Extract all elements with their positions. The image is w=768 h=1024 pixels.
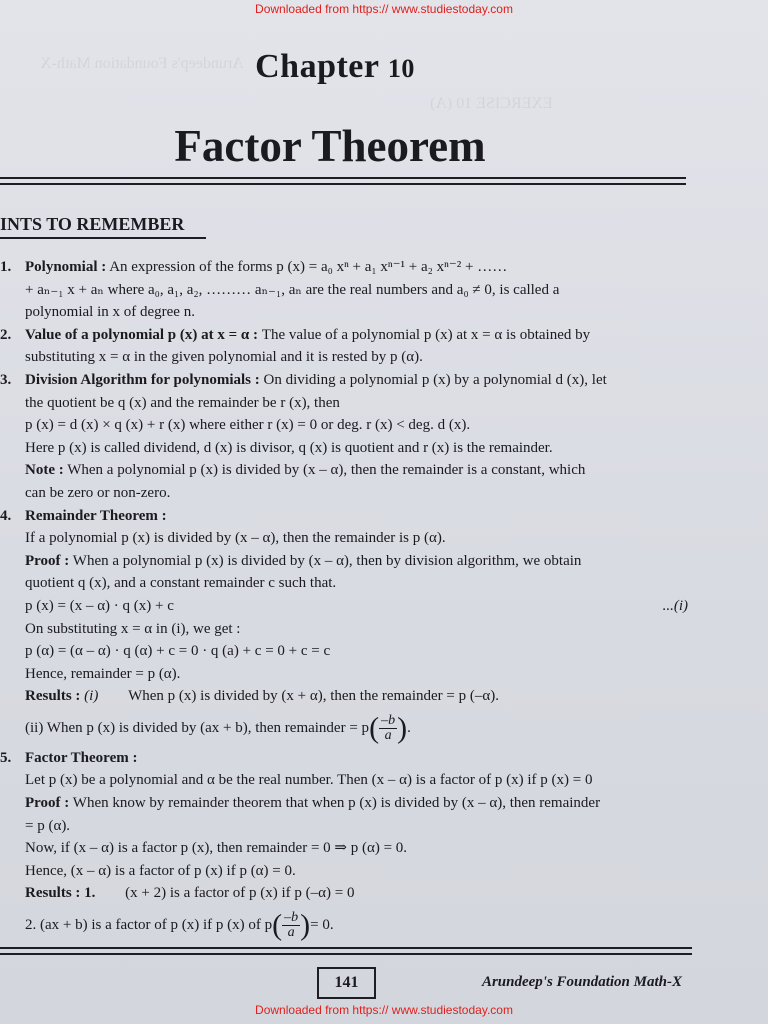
point-division-algorithm — [0, 369, 700, 505]
division-equation: p (x) = d (x) × q (x) + r (x) where either r (x) = 0 or deg. r (x) < deg. d (x). — [25, 417, 471, 434]
paren-open: ( — [272, 908, 283, 942]
point-number: 4. — [0, 507, 12, 524]
proof-text: quotient q (x), and a constant remainder c such that. — [25, 575, 337, 592]
point-heading: Value of a polynomial p (x) at x = α : — [25, 326, 259, 343]
fraction-numerator: –b — [284, 910, 299, 926]
proof-heading: Proof : — [25, 552, 70, 569]
point-value-of-polynomial — [0, 324, 700, 369]
proof-text: When a polynomial p (x) is divided by (x – α), then by division algorithm, we obtain — [72, 552, 582, 569]
point-text: Let p (x) be a polynomial and α be the real number. Then (x – α) is a factor of p (x) if p (x) = 0 — [25, 772, 593, 789]
point-text: If a polynomial p (x) is divided by (x – α), then the remainder is p (α). — [25, 530, 446, 547]
page-number: 141 — [317, 967, 376, 999]
result-text: = 0. — [310, 916, 334, 933]
note-heading: Note : — [25, 462, 64, 479]
title-rule-bottom — [0, 183, 686, 185]
paren-close: ) — [300, 908, 311, 942]
footer-rule-bottom — [0, 953, 692, 955]
point-text: An expression of the forms p (x) = a₀ xⁿ + a₁ xⁿ⁻¹ + a₂ xⁿ⁻² + …… — [109, 259, 508, 275]
results-heading: Results : 1. — [25, 885, 96, 902]
point-heading: Division Algorithm for polynomials : — [25, 371, 260, 388]
bleed-through-text: EXERCISE 10 (A) — [430, 95, 553, 112]
section-heading — [0, 214, 206, 239]
proof-text: When know by remainder theorem that when p (x) is divided by (x – α), then remainder — [72, 795, 601, 812]
proof-text: On substituting x = α in (i), we get : — [25, 620, 241, 637]
result-text: (x + 2) is a factor of p (x) if p (–α) = 0 — [125, 885, 355, 902]
fraction-denominator: a — [287, 925, 295, 941]
result-text: When p (x) is divided by (x + α), then the remainder = p (–α). — [128, 688, 499, 705]
result-text: 2. (ax + b) is a factor of p (x) if p (x) of p — [25, 916, 273, 933]
footer-rule-top — [0, 947, 692, 949]
point-factor-theorem — [0, 747, 700, 940]
note-text: can be zero or non-zero. — [25, 484, 171, 501]
chapter-word: Chapter — [255, 48, 379, 85]
equation-i: p (x) = (x – α) · q (x) + c — [25, 597, 174, 614]
note-text: When a polynomial p (x) is divided by (x – α), then the remainder is a constant, which — [67, 462, 586, 479]
fraction-denominator: a — [384, 727, 392, 743]
point-number: 1. — [0, 259, 12, 275]
book-title: Arundeep's Foundation Math-X — [481, 974, 682, 990]
results-heading: Results : — [25, 688, 81, 705]
proof-text: Hence, (x – α) is a factor of p (x) if p (α) = 0. — [25, 862, 296, 879]
section-heading-text: INTS TO REMEMBER — [0, 214, 185, 234]
section-underline — [0, 237, 206, 239]
watermark-top[interactable]: Downloaded from https:// www.studiestoday.com — [255, 2, 513, 16]
proof-equation: p (α) = (α – α) · q (α) + c = 0 · q (a) + c = 0 + c = c — [25, 643, 331, 660]
fraction — [282, 911, 300, 940]
proof-text: = p (α). — [25, 817, 71, 834]
proof-text: Now, if (x – α) is a factor p (x), then remainder = 0 ⇒ p (α) = 0. — [25, 840, 408, 857]
bleed-through-text: Arundeep's Foundation Math-X — [40, 55, 244, 72]
point-text: + aₙ₋₁ x + aₙ where a₀, a₁, a₂, ……… aₙ₋₁, aₙ are the real numbers and a₀ ≠ 0, is called a — [25, 281, 560, 298]
equation-reference: ...(i) — [662, 597, 688, 614]
paren-open: ( — [369, 711, 380, 745]
proof-heading: Proof : — [25, 795, 70, 812]
watermark-bottom[interactable]: Downloaded from https:// www.studiestoday.com — [255, 1003, 513, 1017]
result-label: (i) — [84, 688, 99, 705]
title-rule-top — [0, 177, 686, 179]
paren-close: ) — [397, 711, 408, 745]
fraction — [379, 714, 397, 743]
point-text: the quotient be q (x) and the remainder be r (x), then — [25, 394, 340, 411]
point-text: polynomial in x of degree n. — [25, 304, 195, 321]
point-polynomial — [0, 256, 700, 324]
point-text: On dividing a polynomial p (x) by a polynomial d (x), let — [263, 371, 607, 388]
content-body — [0, 256, 700, 940]
point-number: 5. — [0, 749, 12, 766]
fraction-numerator: –b — [381, 712, 396, 728]
result-text: (ii) When p (x) is divided by (ax + b), then remainder = p — [25, 719, 370, 736]
point-text: The value of a polynomial p (x) at x = α is obtained by — [261, 326, 591, 343]
point-heading: Remainder Theorem : — [25, 507, 167, 524]
chapter-label — [0, 48, 670, 86]
chapter-number: 10 — [387, 54, 415, 83]
point-number: 3. — [0, 371, 12, 388]
point-text: substituting x = α in the given polynomial and it is rested by p (α). — [25, 349, 423, 366]
point-heading: Polynomial : — [25, 259, 107, 275]
point-text: Here p (x) is called dividend, d (x) is divisor, q (x) is quotient and r (x) is the remainder. — [25, 439, 553, 456]
page-title: Factor Theorem — [174, 121, 486, 171]
point-number: 2. — [0, 326, 12, 343]
proof-conclusion: Hence, remainder = p (α). — [25, 665, 181, 682]
point-remainder-theorem: 4. Remainder Theorem : If a polynomial p (x) is divided by (x – α), then the remainder is p (α). Proof : When a polynomial p (x) is divided by (x – α), then by division algorithm, we obtain quotient q (x), and a constant remainder c such that. p (x) = (x – α) · q (x) + c ...(i) On substituting x = α in (i), we get : p (α) = (α – α) · q (α) + c = 0 · q (a) + c = 0 + c = c Hence, remainder = p (α). Results : (i) When p (x) is divided by (x + α), then the remainder = p (–α). (ii) When p (x) is divided by (ax + b), then remainder = p( $\frac{-b}{a}$ ). — [0, 505, 700, 743]
point-heading: Factor Theorem : — [25, 749, 138, 766]
